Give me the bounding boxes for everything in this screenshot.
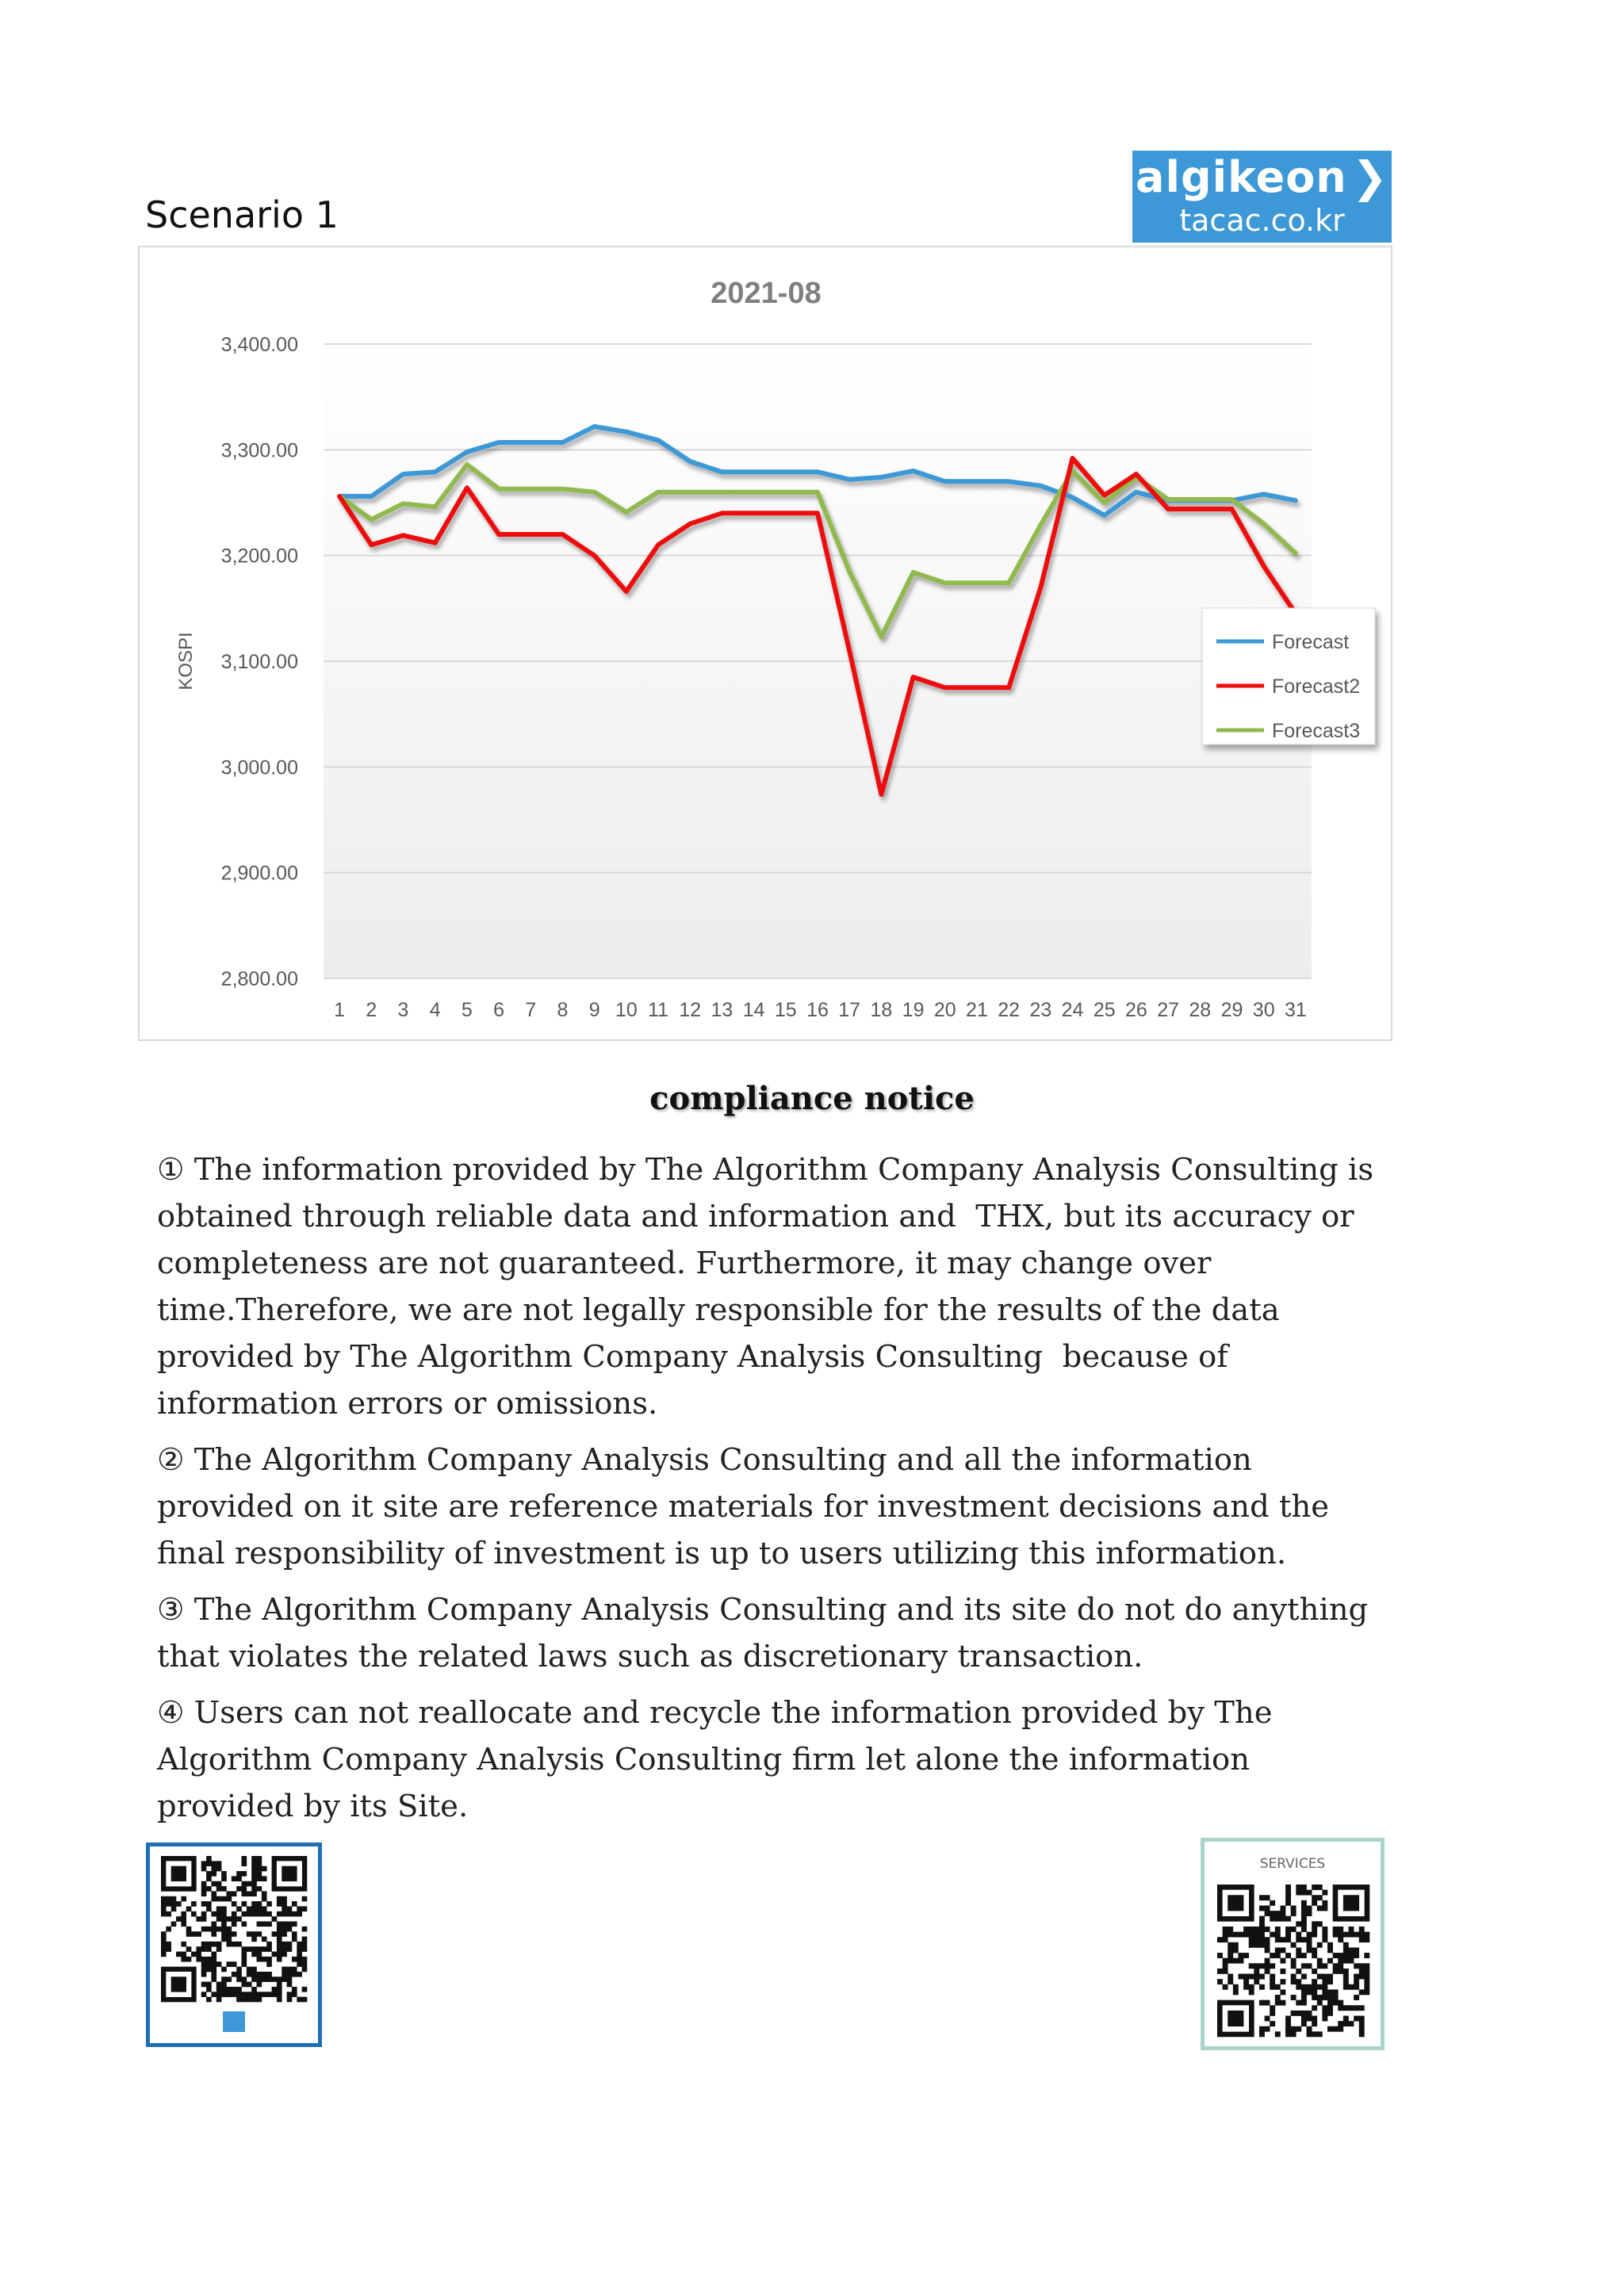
x-tick-label: 16 bbox=[806, 999, 829, 1021]
x-tick-label: 22 bbox=[998, 999, 1021, 1021]
y-tick-label: 2,800.00 bbox=[220, 968, 298, 990]
x-tick-label: 28 bbox=[1189, 999, 1212, 1021]
notice-paragraph-2: ② The Algorithm Company Analysis Consulting and all the information provided on it site are reference materials for investment decisions and the final responsibility of investment is up to users utilizing this information. bbox=[157, 1442, 1339, 1571]
x-tick-label: 27 bbox=[1157, 999, 1180, 1021]
line-chart bbox=[140, 247, 1392, 1041]
y-tick-label: 3,000.00 bbox=[220, 756, 298, 779]
x-tick-label: 26 bbox=[1125, 999, 1147, 1021]
compliance-notice-title: compliance notice bbox=[649, 1080, 975, 1117]
legend-label: Forecast bbox=[1272, 631, 1350, 653]
qr-code-icon bbox=[1205, 1842, 1381, 2046]
x-tick-label: 29 bbox=[1220, 999, 1243, 1021]
compliance-notice-body bbox=[157, 1146, 1394, 1839]
x-tick-label: 4 bbox=[429, 999, 441, 1021]
brand-badge-icon bbox=[223, 2011, 245, 2032]
logo-sub-text: tacac.co.kr bbox=[1179, 203, 1345, 238]
legend-label: Forecast3 bbox=[1272, 720, 1361, 742]
chart-title: 2021-08 bbox=[710, 277, 822, 310]
scenario-title: Scenario 1 bbox=[145, 193, 339, 236]
notice-paragraph-4: ④ Users can not reallocate and recycle the information provided by The Algorithm Company Analysis Consulting firm let alone the information provided by its Site. bbox=[157, 1695, 1282, 1824]
logo-main-text: algikeon ❯ bbox=[1136, 152, 1388, 202]
x-tick-label: 7 bbox=[525, 999, 537, 1021]
x-tick-label: 24 bbox=[1061, 999, 1084, 1021]
x-tick-label: 19 bbox=[902, 999, 925, 1021]
x-tick-label: 12 bbox=[679, 999, 702, 1021]
x-tick-label: 5 bbox=[461, 999, 473, 1021]
algikeon-logo[interactable] bbox=[1132, 151, 1392, 243]
x-tick-label: 17 bbox=[838, 999, 861, 1021]
services-label: SERVICES bbox=[1259, 1856, 1326, 1872]
x-tick-label: 18 bbox=[870, 999, 893, 1021]
x-tick-label: 13 bbox=[710, 999, 733, 1021]
x-tick-label: 23 bbox=[1029, 999, 1052, 1021]
y-tick-label: 2,900.00 bbox=[220, 862, 298, 885]
chart-frame bbox=[138, 246, 1392, 1041]
chart-legend bbox=[1202, 608, 1375, 744]
x-tick-label: 31 bbox=[1284, 999, 1307, 1021]
x-tick-label: 2 bbox=[366, 999, 377, 1021]
x-tick-label: 1 bbox=[334, 999, 346, 1021]
y-tick-label: 3,200.00 bbox=[220, 545, 298, 568]
x-tick-label: 8 bbox=[557, 999, 569, 1021]
y-tick-label: 3,100.00 bbox=[220, 651, 298, 673]
x-tick-label: 11 bbox=[648, 999, 669, 1021]
qr-code-icon bbox=[150, 1846, 318, 2043]
qr-code-left[interactable] bbox=[146, 1843, 322, 2047]
x-tick-label: 3 bbox=[397, 999, 409, 1021]
x-tick-label: 14 bbox=[742, 999, 765, 1021]
legend-label: Forecast2 bbox=[1272, 675, 1361, 698]
x-tick-label: 6 bbox=[493, 999, 505, 1021]
y-axis-label: KOSPI bbox=[175, 632, 197, 691]
x-tick-label: 10 bbox=[615, 999, 638, 1021]
x-tick-label: 9 bbox=[588, 999, 600, 1021]
x-tick-label: 30 bbox=[1252, 999, 1275, 1021]
x-tick-label: 15 bbox=[774, 999, 797, 1021]
x-tick-label: 21 bbox=[966, 999, 988, 1021]
notice-paragraph-1: ① The information provided by The Algorithm Company Analysis Consulting is obtained through reliable data and information and THX, but its accuracy or completeness are not guaranteed. Furthermore, it may change over time.Therefore, we are not legally responsible for the results of the data provided by The Algorithm Company Analysis Consulting because of information errors or omissions. bbox=[157, 1152, 1384, 1422]
x-tick-label: 25 bbox=[1093, 999, 1116, 1021]
y-tick-label: 3,400.00 bbox=[220, 334, 298, 356]
x-tick-label: 20 bbox=[933, 999, 956, 1021]
qr-code-services[interactable] bbox=[1201, 1838, 1385, 2050]
notice-paragraph-3: ③ The Algorithm Company Analysis Consulting and its site do not do anything that violates the related laws such as discretionary transaction. bbox=[157, 1592, 1378, 1674]
y-tick-label: 3,300.00 bbox=[220, 439, 298, 462]
